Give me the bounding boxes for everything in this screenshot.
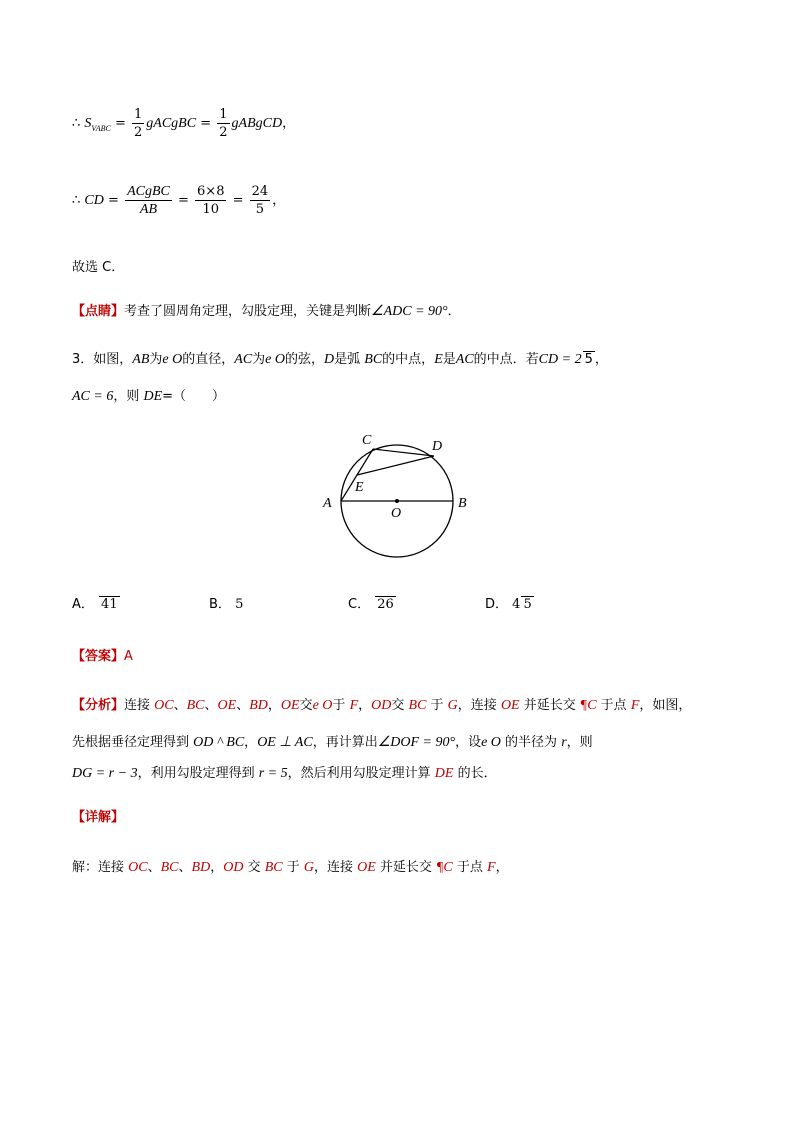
text-fragment: 交 — [391, 698, 409, 713]
options-row — [72, 593, 632, 615]
text-fragment: G — [303, 860, 314, 875]
text-fragment: OE — [217, 698, 237, 713]
text-fragment: 、 — [173, 698, 187, 713]
text-fragment: 、 — [204, 698, 218, 713]
text-fragment: ，则 — [566, 735, 593, 750]
text-fragment: 、 — [178, 860, 192, 875]
text-fragment: ， — [358, 698, 372, 713]
choice-line: 故选 C． — [72, 260, 125, 275]
text-fragment: e O — [265, 352, 285, 367]
circle-figure — [318, 428, 478, 568]
text-fragment: F — [349, 698, 359, 713]
text-fragment: G — [447, 698, 458, 713]
text-fragment: 如图， — [93, 352, 133, 367]
text-fragment: AC — [455, 352, 474, 367]
option-c[interactable]: C． 26 — [348, 597, 394, 612]
fraction-48-10: $\frac{6\times 8}{10}$ — [197, 184, 225, 217]
text-fragment: 连接 — [124, 698, 155, 713]
text-fragment: 先根据垂径定理得到 — [72, 735, 194, 750]
text-fragment: OD — [223, 860, 244, 875]
text-fragment: ，连接 — [313, 860, 358, 875]
text-fragment: F — [487, 860, 496, 875]
text-fragment: OE — [280, 698, 300, 713]
center-dot — [395, 499, 399, 503]
text-fragment: ，然后利用勾股定理计算 — [287, 766, 435, 781]
text-fragment: BC — [160, 860, 179, 875]
question-line-2: AC = 6，则 DE=（ ） — [72, 389, 226, 404]
question-text — [93, 352, 538, 367]
text-fragment: AB — [132, 352, 150, 367]
text-fragment: BD — [249, 698, 268, 713]
text-fragment: 为 — [252, 352, 266, 367]
text-fragment: ，如图， — [639, 698, 692, 713]
cd-formula: ∴ CD = $\frac{\text{ACgBC}}{AB}$ = $\frac{6\times 8}{10}$ = $\frac{24}{5}$ ， — [72, 184, 286, 217]
text-fragment: 于点 — [596, 698, 631, 713]
analysis-line-3 — [72, 762, 497, 782]
half-fraction-2: $\frac{1}{2}$ — [219, 107, 228, 140]
text-fragment: ， — [244, 735, 258, 750]
text-fragment: 是弧 — [334, 352, 365, 367]
half-fraction: $\frac{1}{2}$ — [134, 107, 143, 140]
text-fragment: 于 — [282, 860, 304, 875]
text-fragment: OD ^ BC — [193, 735, 245, 750]
label-d: D — [432, 439, 443, 454]
text-fragment: 的中点．若 — [473, 352, 539, 367]
text-fragment: e O — [481, 735, 501, 750]
text-fragment: e O — [312, 698, 333, 713]
text-fragment: DG = r − 3 — [72, 766, 138, 781]
text-fragment: 于 — [426, 698, 448, 713]
text-fragment: 于点 — [452, 860, 487, 875]
text-fragment: ，连接 — [457, 698, 501, 713]
text-fragment: 、 — [236, 698, 250, 713]
segment-ed — [357, 456, 434, 475]
text-fragment: e O — [162, 352, 183, 367]
text-fragment: 交 — [299, 698, 313, 713]
text-fragment: 交 — [243, 860, 265, 875]
detail-heading: 【详解】 — [72, 810, 125, 825]
text-fragment: ，再计算出 — [312, 735, 378, 750]
text-fragment: OE ⊥ AC — [257, 735, 313, 750]
text-fragment: 的弦， — [285, 352, 325, 367]
answer-line: 【答案】A — [72, 649, 133, 664]
option-a[interactable]: A． 41 — [72, 597, 118, 612]
text-fragment: OE — [357, 860, 376, 875]
text-fragment: AC — [234, 352, 253, 367]
text-fragment: E — [434, 352, 443, 367]
fraction-24-5: $\frac{24}{5}$ — [251, 184, 269, 217]
text-fragment: 的直径， — [182, 352, 235, 367]
label-b: B — [458, 496, 467, 511]
remark-line: 【点睛】考查了圆周角定理，勾股定理，关键是判断∠ADC = 90°． — [72, 304, 461, 319]
text-fragment: OC — [154, 698, 174, 713]
text-fragment: 是 — [442, 352, 456, 367]
text-fragment: 为 — [149, 352, 163, 367]
text-fragment: 于 — [332, 698, 350, 713]
text-fragment: ， — [210, 860, 224, 875]
text-fragment: 解：连接 — [72, 860, 129, 875]
text-fragment: OC — [128, 860, 148, 875]
text-fragment: ， — [267, 698, 281, 713]
text-fragment: OE — [500, 698, 520, 713]
text-fragment: OD — [371, 698, 392, 713]
text-fragment: BD — [191, 860, 211, 875]
option-b[interactable]: B． 5 — [209, 597, 244, 612]
text-fragment: ¶C — [579, 698, 597, 713]
text-fragment: BC — [364, 352, 383, 367]
text-fragment: BC — [264, 860, 283, 875]
text-fragment: 并延长交 — [375, 860, 437, 875]
text-fragment: 的半径为 — [500, 735, 562, 750]
analysis-line-2 — [72, 731, 593, 751]
text-fragment: F — [630, 698, 640, 713]
question-line-1: 3．如图，AB为e O的直径，AC为e O的弦，D是弧 BC的中点，E是AC的中点．若CD = 2 5 ， — [72, 352, 608, 367]
label-c: C — [362, 433, 372, 448]
label-a: A — [323, 496, 332, 511]
text-fragment: 的长． — [453, 766, 497, 781]
analysis-line-1: 【分析】连接 OC、BC、OE、BD，OE交e O于 F，OD交 BC 于 G，连接 OE 并延长交 ¶C 于点 F，如图， — [72, 698, 692, 713]
text-fragment: ，设 — [455, 735, 482, 750]
text-fragment: ∠DOF = 90° — [377, 735, 456, 750]
text-fragment: D — [324, 352, 335, 367]
fraction-ac-bc-ab: $\frac{\text{ACgBC}}{AB}$ — [127, 184, 170, 217]
text-fragment: r = 5 — [258, 766, 288, 781]
label-e: E — [355, 480, 364, 495]
text-fragment: 的中点， — [382, 352, 435, 367]
text-fragment: r — [561, 735, 567, 750]
option-d[interactable]: D． 4 5 — [485, 597, 532, 612]
area-formula: ∴ $S_{VABC}$ = $\frac{1}{2}$ gACgBC = $\frac{1}{2}$ gABgCD， — [72, 107, 296, 140]
text-fragment: 、 — [147, 860, 161, 875]
text-fragment: BC — [186, 698, 205, 713]
label-o: O — [391, 506, 402, 521]
text-fragment: ，利用勾股定理得到 — [137, 766, 259, 781]
text-fragment: BC — [408, 698, 427, 713]
text-fragment: DE — [434, 766, 454, 781]
text-fragment: ， — [495, 860, 509, 875]
text-fragment: ¶C — [436, 860, 453, 875]
detail-line — [72, 856, 509, 876]
text-fragment: 并延长交 — [519, 698, 580, 713]
